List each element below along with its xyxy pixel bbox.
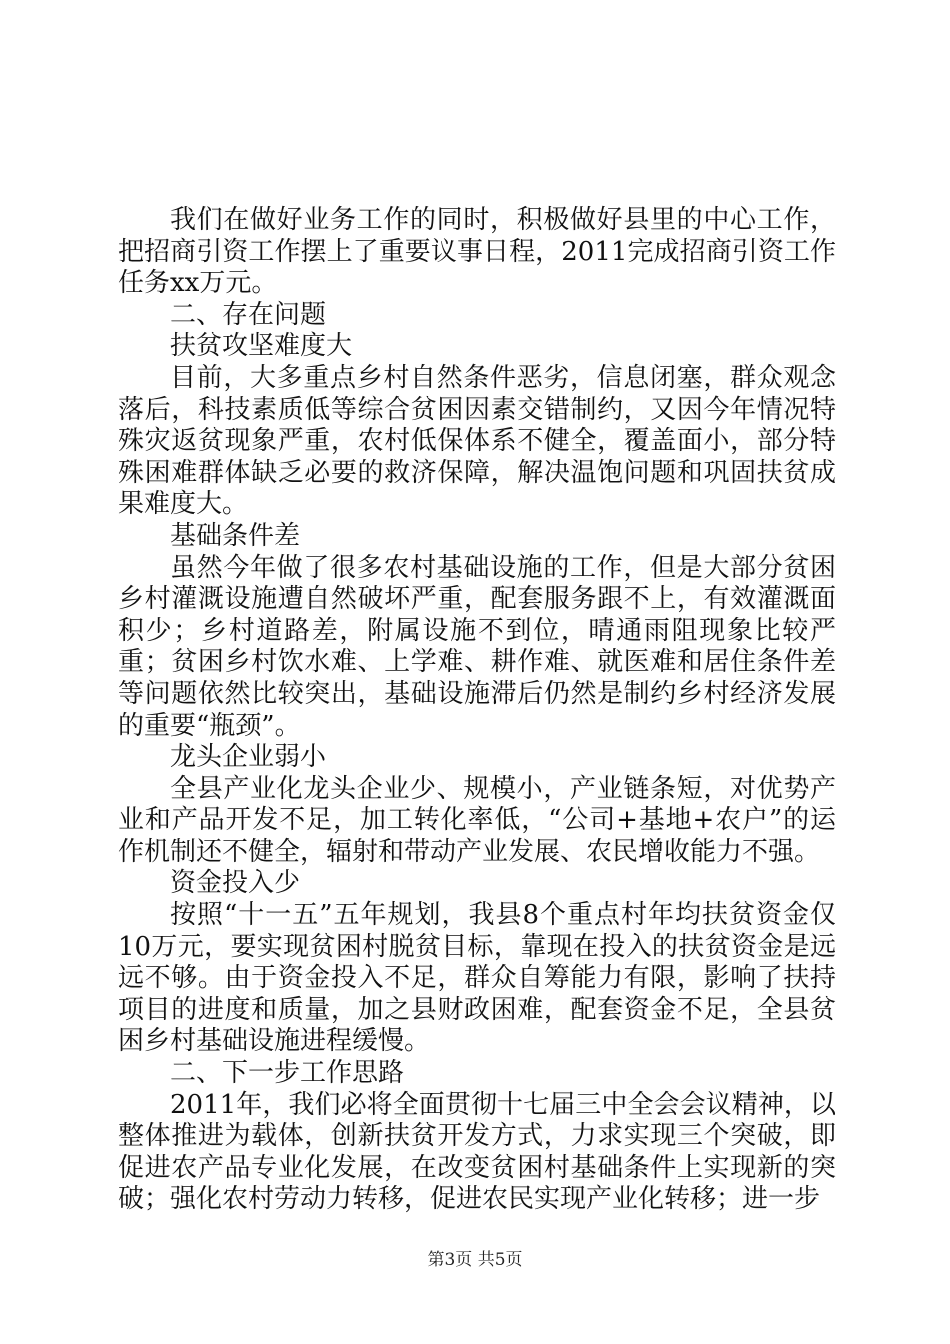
subheading-funding: 资金投入少 <box>170 868 301 899</box>
section-heading-next-steps: 二、下一步工作思路 <box>170 1058 405 1089</box>
paragraph-poverty-difficulty: 目前，大多重点乡村自然条件恶劣，信息闭塞，群众观念落后，科技素质低等综合贫困因素交错制约，又因今年情况特殊灾返贫现象严重，农村低保体系不健全，覆盖面小，部分特殊困难群体缺乏必要的救济保障，解决温饱问题和巩固扶贫成果难度大。 <box>118 362 836 520</box>
subheading-leading-enterprises: 龙头企业弱小 <box>170 742 327 773</box>
page-number-footer: 第3页 共5页 <box>427 1250 523 1270</box>
section-heading-problems: 二、存在问题 <box>170 299 327 330</box>
paragraph-funding: 按照“十一五”五年规划，我县8个重点村年均扶贫资金仅10万元，要实现贫困村脱贫目标，靠现在投入的扶贫资金是远远不够。由于资金投入不足，群众自筹能力有限，影响了扶持项目的进度和质量，加之县财政困难，配套资金不足，全县贫困乡村基础设施进程缓慢。 <box>118 900 836 1057</box>
subheading-poverty-difficulty: 扶贫攻坚难度大 <box>170 331 353 362</box>
paragraph-infrastructure: 虽然今年做了很多农村基础设施的工作，但是大部分贫困乡村灌溉设施遭自然破坏严重，配套服务跟不上，有效灌溉面积少；乡村道路差，附属设施不到位，晴通雨阻现象比较严重；贫困乡村饮水难、上学难、耕作难、就医难和居住条件差等问题依然比较突出，基础设施滞后仍然是制约乡村经济发展的重要“瓶颈”。 <box>118 552 836 741</box>
paragraph-leading-enterprises: 全县产业化龙头企业少、规模小，产业链条短，对优势产业和产品开发不足，加工转化率低，“公司+基地+农户”的运作机制还不健全，辐射和带动产业发展、农民增收能力不强。 <box>118 773 836 867</box>
paragraph-investment: 我们在做好业务工作的同时，积极做好县里的中心工作，把招商引资工作摆上了重要议事日程，2011完成招商引资工作任务xx万元。 <box>118 205 836 299</box>
paragraph-next-steps: 2011年，我们必将全面贯彻十七届三中全会会议精神，以整体推进为载体，创新扶贫开发方式，力求实现三个突破，即促进农产品专业化发展，在改变贫困村基础条件上实现新的突破；强化农村劳动力转移，促进农民实现产业化转移；进一步 <box>118 1089 836 1215</box>
subheading-infrastructure: 基础条件差 <box>170 520 301 551</box>
document-body <box>118 205 836 1216</box>
